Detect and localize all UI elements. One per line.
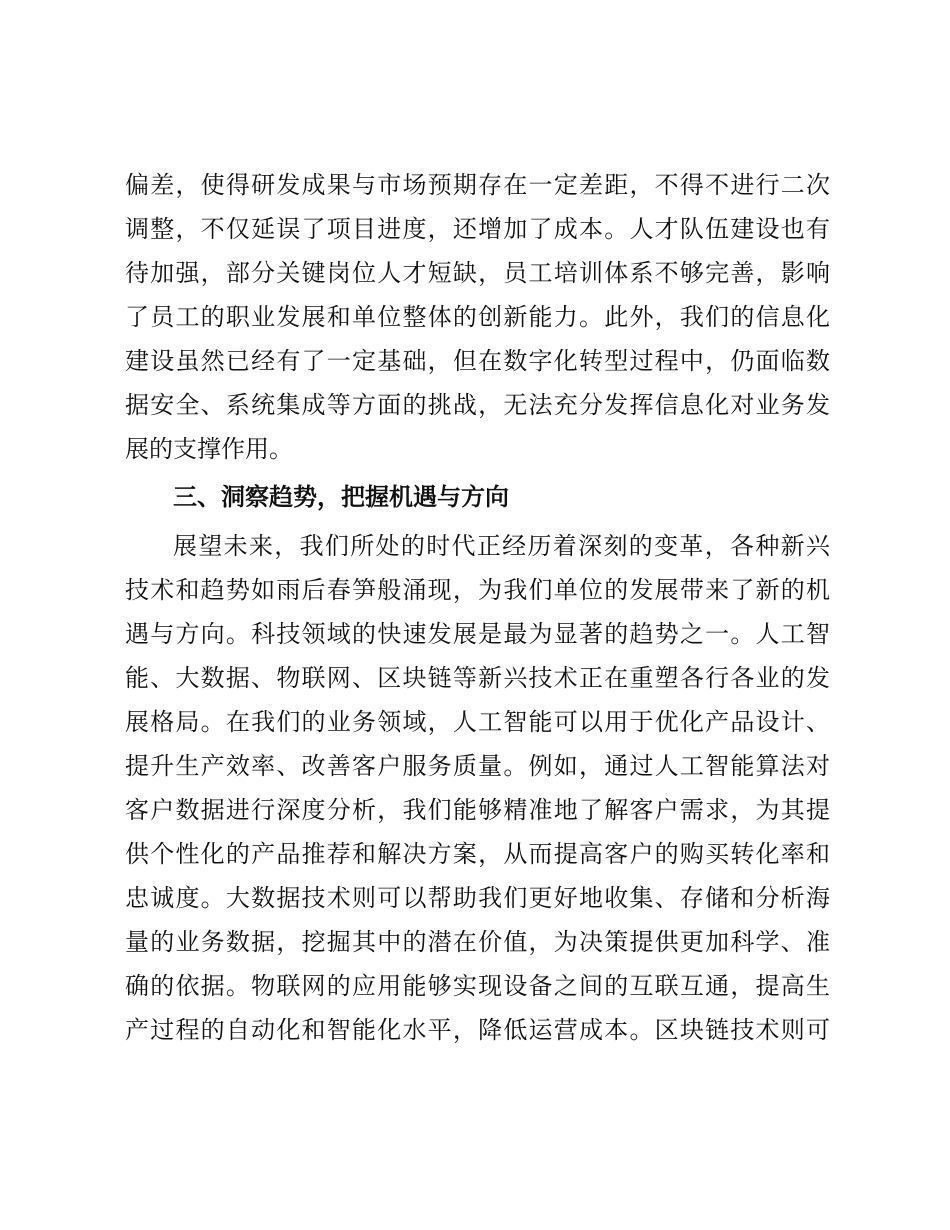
paragraph-line: 了员工的职业发展和单位整体的创新能力。此外，我们的信息化 — [125, 303, 830, 331]
paragraph-line: 客户数据进行深度分析，我们能够精准地了解客户需求，为其提 — [125, 796, 830, 824]
paragraph-line: 展的支撑作用。 — [125, 435, 293, 463]
paragraph-line: 提升生产效率、改善客户服务质量。例如，通过人工智能算法对 — [125, 752, 830, 780]
paragraph-line: 供个性化的产品推荐和解决方案，从而提高客户的购买转化率和 — [125, 840, 830, 868]
paragraph-line: 展格局。在我们的业务领域，人工智能可以用于优化产品设计、 — [125, 708, 830, 736]
paragraph-line: 量的业务数据，挖掘其中的潜在价值，为决策提供更加科学、准 — [125, 928, 830, 956]
paragraph-line: 遇与方向。科技领域的快速发展是最为显著的趋势之一。人工智 — [125, 620, 830, 648]
paragraph-line: 据安全、系统集成等方面的挑战，无法充分发挥信息化对业务发 — [125, 391, 830, 419]
paragraph-line: 调整，不仅延误了项目进度，还增加了成本。人才队伍建设也有 — [125, 215, 830, 243]
paragraph-line: 能、大数据、物联网、区块链等新兴技术正在重塑各行各业的发 — [125, 664, 830, 692]
paragraph-line: 忠诚度。大数据技术则可以帮助我们更好地收集、存储和分析海 — [125, 884, 830, 912]
paragraph-line: 建设虽然已经有了一定基础，但在数字化转型过程中，仍面临数 — [125, 347, 830, 375]
paragraph-line: 展望未来，我们所处的时代正经历着深刻的变革，各种新兴 — [173, 532, 830, 560]
paragraph-line: 确的依据。物联网的应用能够实现设备之间的互联互通，提高生 — [125, 972, 830, 1000]
section-heading: 三、洞察趋势，把握机遇与方向 — [173, 483, 509, 511]
paragraph-line: 产过程的自动化和智能化水平，降低运营成本。区块链技术则可 — [125, 1016, 830, 1044]
paragraph-line: 技术和趋势如雨后春笋般涌现，为我们单位的发展带来了新的机 — [125, 576, 830, 604]
paragraph-line: 待加强，部分关键岗位人才短缺，员工培训体系不够完善，影响 — [125, 259, 830, 287]
paragraph-line: 偏差，使得研发成果与市场预期存在一定差距，不得不进行二次 — [125, 171, 830, 199]
